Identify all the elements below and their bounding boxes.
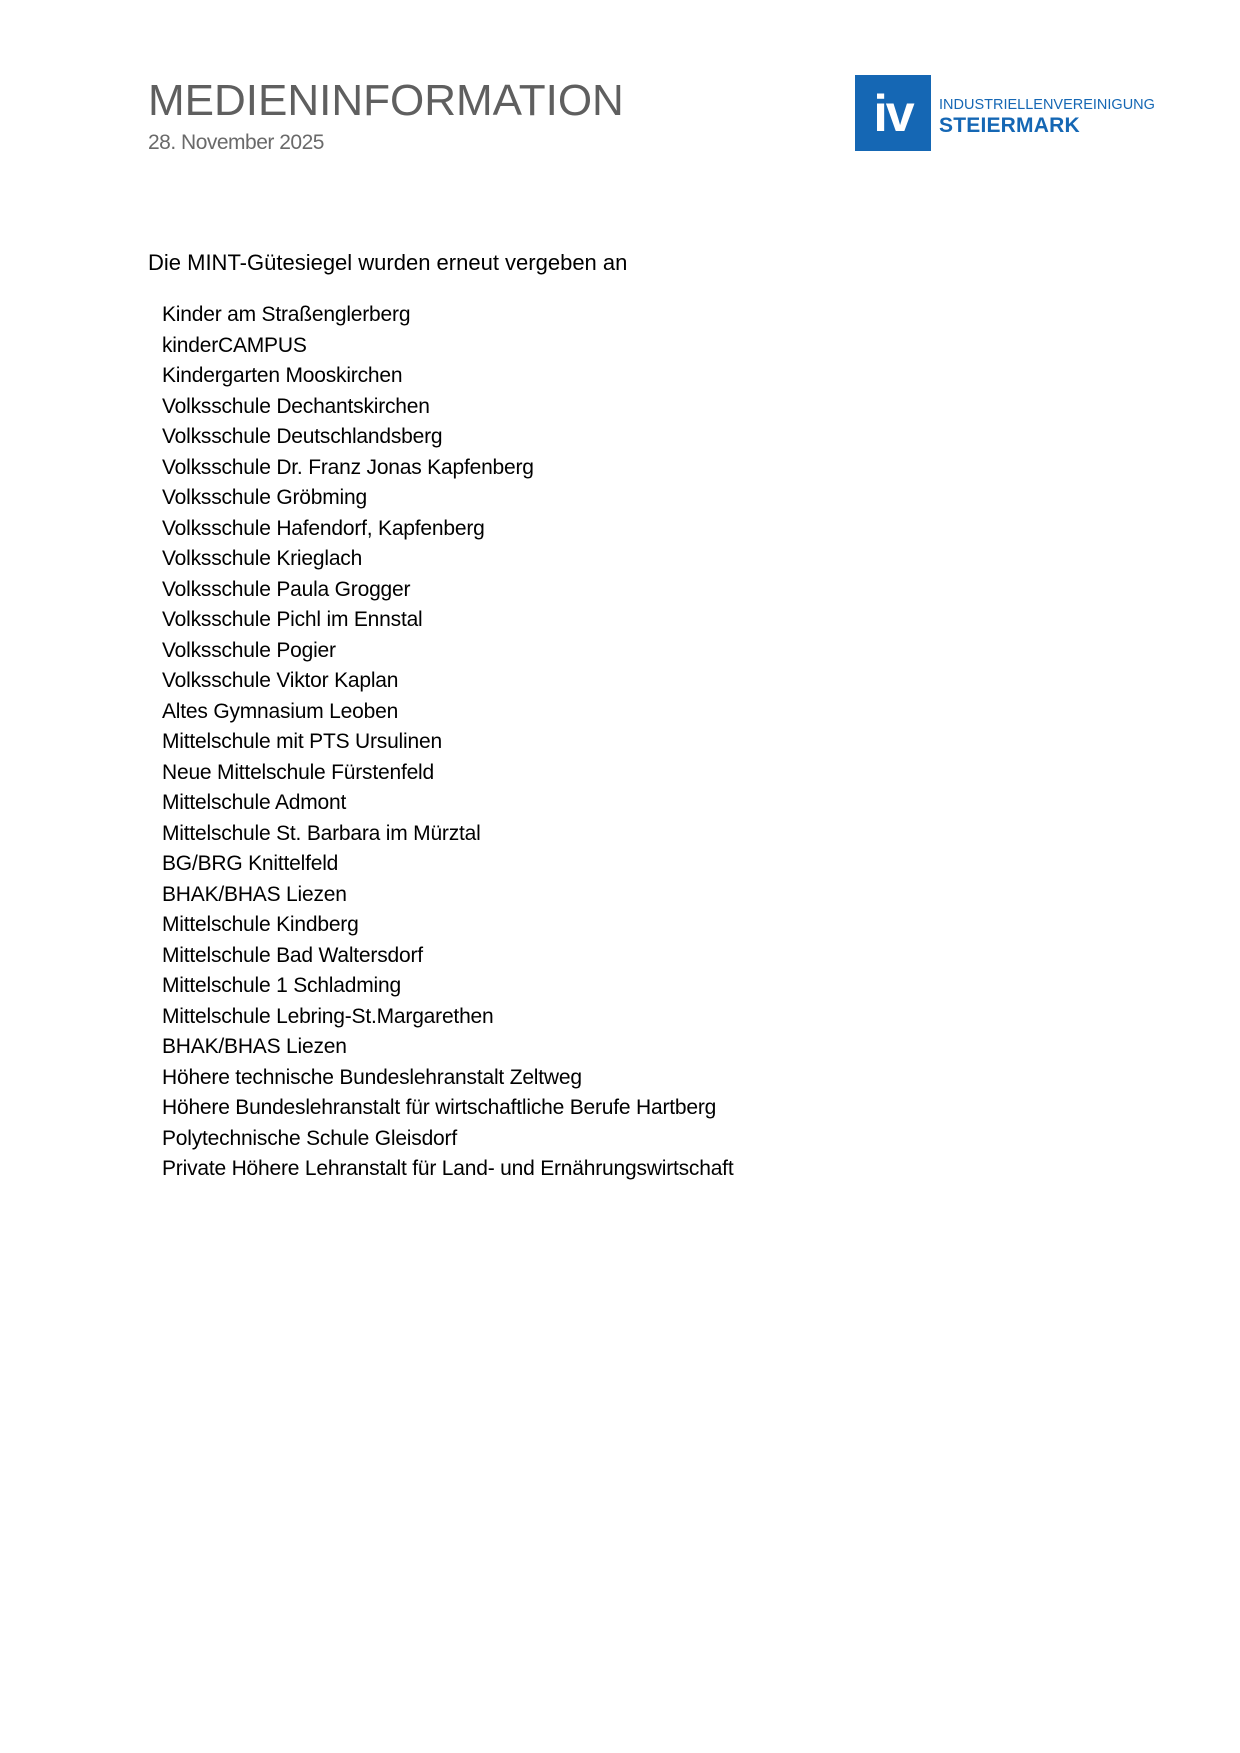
- list-item: Volksschule Hafendorf, Kapfenberg: [162, 516, 485, 540]
- iv-logo-glyph: [855, 75, 931, 151]
- page-title: MEDIENINFORMATION: [148, 76, 624, 125]
- intro-text: Die MINT-Gütesiegel wurden erneut vergeben an: [148, 250, 628, 275]
- list-item: Mittelschule St. Barbara im Mürztal: [162, 821, 481, 845]
- list-item: BHAK/BHAS Liezen: [162, 882, 347, 906]
- list-item: Volksschule Viktor Kaplan: [162, 669, 399, 692]
- list-item: Volksschule Krieglach: [162, 547, 363, 570]
- list-item: Kindergarten Mooskirchen: [162, 364, 403, 387]
- list-item: Volksschule Pichl im Ennstal: [162, 608, 423, 631]
- list-item: Volksschule Pogier: [162, 638, 336, 662]
- list-item: Höhere technische Bundeslehranstalt Zeltweg: [162, 1065, 582, 1089]
- list-item: Mittelschule Admont: [162, 791, 347, 814]
- list-item: Mittelschule mit PTS Ursulinen: [162, 730, 442, 753]
- list-item: Mittelschule Kindberg: [162, 913, 359, 936]
- iv-logo-mark: [855, 75, 931, 151]
- list-item: Mittelschule 1 Schladming: [162, 974, 401, 997]
- list-item: Volksschule Gröbming: [162, 486, 367, 509]
- logo-org-name: INDUSTRIELLENVEREINIGUNG: [939, 97, 1155, 113]
- list-item: Volksschule Paula Grogger: [162, 577, 411, 601]
- list-item: Neue Mittelschule Fürstenfeld: [162, 760, 434, 784]
- list-item: Volksschule Dr. Franz Jonas Kapfenberg: [162, 455, 534, 479]
- list-item: BG/BRG Knittelfeld: [162, 852, 339, 875]
- list-item: BHAK/BHAS Liezen: [162, 1035, 347, 1058]
- school-list: [162, 300, 733, 1185]
- list-item: kinderCAMPUS: [162, 333, 307, 357]
- list-item: Kinder am Straßenglerberg: [162, 303, 411, 326]
- list-item: Volksschule Dechantskirchen: [162, 394, 430, 418]
- svg-text:iv: iv: [873, 85, 913, 143]
- list-item: Private Höhere Lehranstalt für Land- und Ernährungswirtschaft: [162, 1157, 734, 1180]
- list-item: Mittelschule Bad Waltersdorf: [162, 943, 423, 967]
- list-item: Mittelschule Lebring-St.Margarethen: [162, 1004, 494, 1028]
- list-item: Altes Gymnasium Leoben: [162, 699, 399, 723]
- list-item: Polytechnische Schule Gleisdorf: [162, 1126, 457, 1150]
- list-item: Volksschule Deutschlandsberg: [162, 425, 443, 448]
- list-item: Höhere Bundeslehranstalt für wirtschaftliche Berufe Hartberg: [162, 1096, 717, 1119]
- logo-region: STEIERMARK: [939, 114, 1080, 137]
- release-date: 28. November 2025: [148, 131, 324, 154]
- iv-steiermark-logo: [855, 75, 1165, 151]
